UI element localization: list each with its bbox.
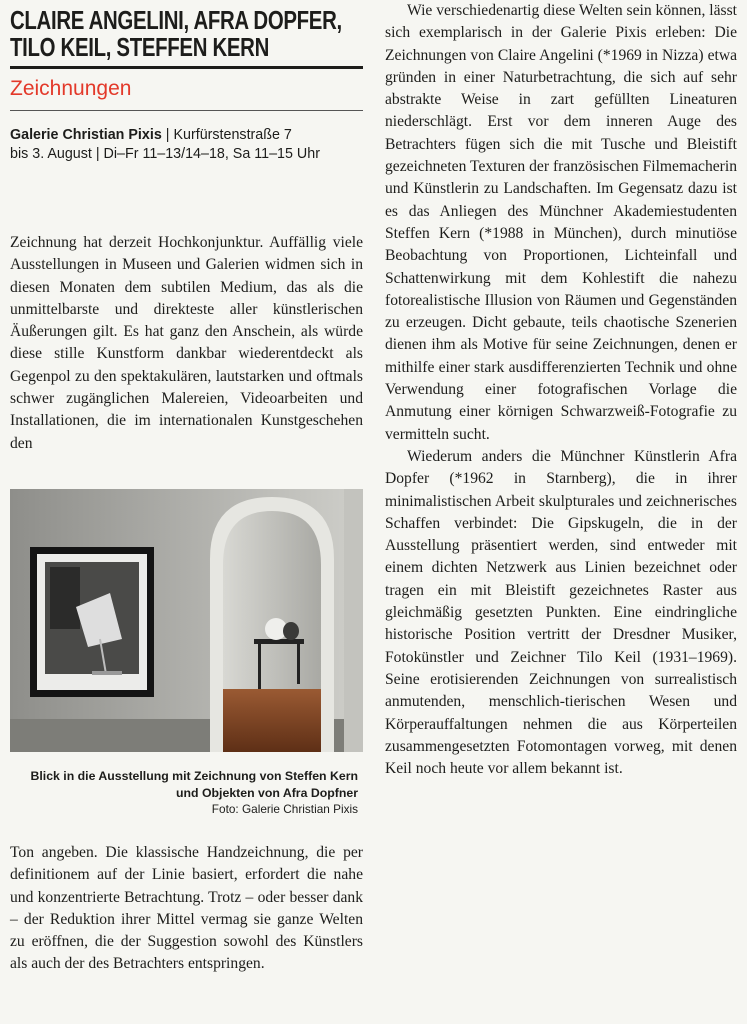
info-separator: | [165,127,170,143]
photo-caption [10,768,358,818]
body-paragraph-dopfer-keil: Wiederum anders die Münchner Künstlerin Afra Dopfer (*1962 in Starnberg), die in ihrer minimalistischen Arbeit skulpturales und zeichnerisches Schaffen verbindet: Die Gipskugeln, die in der Ausstellung präsentiert werden, sind entweder mit einem dichten Netzwerk aus Linien bezeichnet oder tragen ein mit Bleistift gezeichnetes Raster aus gleichmäßig gesetzten Punkten. Eine eindringliche historische Position vertritt der Dresdner Musiker, Fotokünstler und Zeichner Tilo Keil (1931–1969). Seine erotisierenden Zeichnungen von surrealistisch anmutenden, menschlich-tierischen Wesen und Körperauffaltungen nehmen die aus Körperteilen zusammengesetzten Fotomontagen vorweg, mit denen Keil noch heute vor allem bekannt ist. [385,447,737,778]
exhibition-photo [10,489,363,752]
body-paragraph-continued: Ton angeben. Die klassische Handzeichnung, die per definitionem auf der Linie basiert, erfordert die nahe und konzentrierte Betrachtung. Trotz – oder besser dank – der Reduktion ihrer Mittel vermag sie ganze Welten zu eröffnen, die der Suggestion sowohl des Künstlers als auch der des Betrachters entspringen. [10,844,363,973]
kicker-rule [10,110,363,111]
section-kicker: Zeichnungen [10,77,132,100]
exhibition-info [10,126,363,164]
headline [10,8,362,62]
gallery-room-image [10,489,363,752]
body-paragraph-worlds: Wie verschiedenartig diese Welten sein können, lässt sich exemplarisch in der Galerie Pixis erleben: Die Zeichnungen von Claire Angelini (*1969 in Nizza) etwa gründen in einer Naturbetrachtung, die sich auf sehr abstrakte Weise in zart gefüllten Lineaturen niederschlägt. Erst vor dem inneren Auge des Betrachters fügen sich die mit Tusche und Bleistift gezeichneten Texturen der französischen Filmemacherin und Künstlerin zu Landschaften. Im Gegensatz dazu ist es das Anliegen des Münchner Akademiestudenten Steffen Kern (*1988 in München), durch minutiöse Beobachtung von Proportionen, Lichteinfall und Schattenwirkung mit dem Kohlestift die nahezu fotorealistische Illusion von Räumen und Gegenständen zu erzeugen. Dicht gebaute, teils chaotische Szenerien dienen ihm als Motive für seine Zeichnungen, denen er mithilfe einer stark ausdifferenzierten Technik und ohne Verwendung einer fotografischen Vorlage die Anmutung einer körnigen Schwarzweiß-Fotografie zu vermitteln sucht. [385,2,737,443]
gallery-name: Galerie Christian Pixis [10,127,162,143]
caption-text: Blick in die Ausstellung mit Zeichnung von Steffen Kern und Objekten von Afra Dopfner [30,769,358,800]
right-column [385,0,737,780]
headline-rule [10,66,363,69]
opening-dates: bis 3. August | Di–Fr 11–13/14–18, Sa 11–15 Uhr [10,146,320,162]
headline-line-1: CLAIRE ANGELINI, AFRA DOPFER, [10,7,342,35]
left-column [10,7,363,973]
photo-credit: Foto: Galerie Christian Pixis [211,802,358,816]
body-paragraph-intro: Zeichnung hat derzeit Hochkonjunktur. Auffällig viele Ausstellungen in Museen und Galerien widmen sich in diesen Monaten dem subtilen Medium, das als die unmittelbarste und direkteste aller künstlerischen Äußerungen gilt. Es hat ganz den Anschein, als würde diese stille Kunstform dankbar wiederentdeckt als Gegenpol zu den spektakulären, lautstarken und oftmals schwer zugänglichen Malereien, Videoarbeiten und Installationen, die im internationalen Kunstgeschehen den [10,234,363,452]
headline-line-2: TILO KEIL, STEFFEN KERN [10,34,269,62]
gallery-address: Kurfürstenstraße 7 [173,127,292,143]
